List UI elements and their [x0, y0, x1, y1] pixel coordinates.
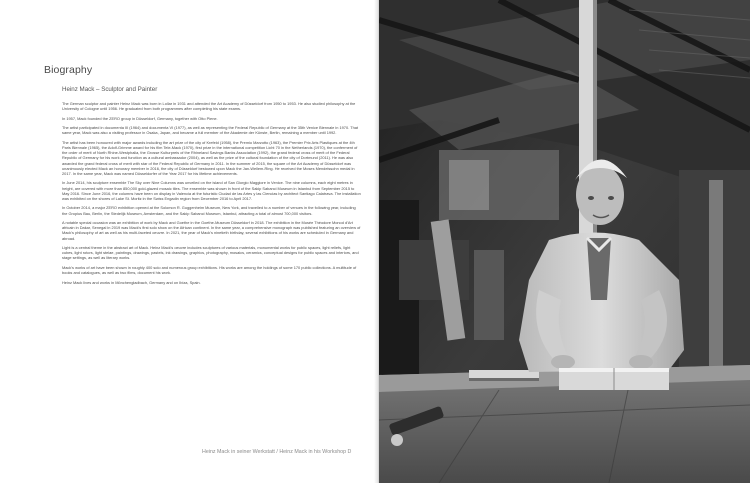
biography-body — [62, 101, 362, 289]
photo-caption: Heinz Mack in seiner Werkstatt / Heinz Mack in his Workshop D — [202, 449, 352, 455]
bio-paragraph: Heinz Mack lives and works in Mönchengladbach, Germany and on Ibiza, Spain. — [62, 279, 201, 285]
biography-heading: Biography — [44, 64, 93, 76]
bio-paragraph: The German sculptor and painter Heinz Mack was born in Lollar in 1931 and attended the Art Academy of Düsseldorf from 1950 to 1953. He also studied philosophy at the University of Cologne until 1956. He graduated from both programmes after completing his state exams. — [62, 101, 356, 112]
bio-paragraph: Mack's works of art have been shown in roughly 400 solo and numerous group exhibitions. His works are among the holdings of some 170 public collections. A multitude of books and catalogues, as well as two films, document his work. — [62, 265, 357, 276]
bio-paragraph: In June 2014, his sculpture ensemble The Sky over Nine Columns was unveiled on the island of San Giorgio Maggiore in Venice. The nine columns, each eight metres in height, are covered with more than 850,000 gold-glazed mosaic tiles. The ensemble was shown in front of the Sakip Sabanci Museum in Istanbul from September 2015 to May 2016. Since June 2016, the columns have been on display in Valencia at the futuristic Ciudad de las Artes y las Ciencias by architect Santiago Calatrava. The installation was exhibited on the shores of Lake St. Moritz in the Swiss Engadin region from December 2016 to April 2017. — [62, 180, 361, 201]
bio-paragraph: The artist participated in documenta III (1964) and documenta VI (1977), as well as representing the Federal Republic of Germany at the 35th Venice Biennale in 1970. That same year, Mack was also a visiting professor in Osaka, Japan, and became a full member of the Akademie der Künste, Berlin, remaining a member until 1992. — [62, 125, 359, 136]
workshop-photo — [379, 0, 750, 483]
bio-paragraph: Light is a central theme in the abstract art of Mack. Heinz Mack's oeuvre includes sculptures of various materials, monumental works for public spaces, light reliefs, light cubes, light rotors, light stelae, paintings, drawings, pastels, ink drawings, graphics, photography, mosaics, ceramics, conceptual designs for public spaces and interiors, and stage settings, as well as literary works. — [62, 245, 359, 261]
bio-paragraph: In October 2014, a major ZERO exhibition opened at the Solomon R. Guggenheim Museum, New York, and travelled to a number of venues in the following year, including the Gropius Bau, Berlin, the Stedelijk Museum, Amsterdam, and the Sakip Sabanci Museum, Istanbul, attracting a total of almost 700,000 visitors. — [62, 205, 356, 216]
workshop-photo-illustration — [379, 0, 750, 483]
bio-paragraph: A notable special occasion was an exhibition of work by Mack and Goethe in the Goethe-Museum Düsseldorf in 2018. The exhibition in the Musée Théodore Monod d'Art africain in Dakar, Senegal in 2019 was Mack's first solo show on the African continent. In the same year, a comprehensive monograph was published featuring an overview of Mack's philosophy of art as well as his multi-faceted oeuvre. In 2021, the year of Mack's ninetieth birthday, several exhibitions of his works are scheduled in Germany and abroad. — [62, 220, 361, 241]
bio-paragraph: In 1957, Mack founded the ZERO group in Düsseldorf, Germany, together with Otto Piene. — [62, 115, 218, 121]
bio-paragraph: The artist has been honoured with major awards including the art prize of the city of Krefeld (1958), the Premio Marzotto (1963), the Premier Prix Arts Plastiques at the 4th Paris Biennale (1965), the Adolf-Grimme award for his film Tele-Mack (1970), first prize in the international competition Licht 70 in the Netherlands (1970), the conferment of the order of merit of North Rhine-Westphalia, the Grosse Kulturpreis of the Rhineland Savings Banks Association (1992), the grand federal cross of merit of the Federal Republic of Germany for his work and function as a cultural ambassador (2004), as well as the prize of the cultural foundation of the city of Dortmund (2011). He was also awarded the grand federal cross of merit with star of the Federal Republic of Germany in 2011. In the summer of 2015, the square of the Art Academy of Düsseldorf was unanimously elected Mack an honorary member in 2016, the city of Düsseldorf bestowed upon Mack the Jan-Wellem-Ring. He received the Moses Mendelssohn medal in 2017. In the same year, Mack was named Düsseldorfer of the Year 2017 for his lifetime achievements. — [62, 139, 358, 176]
biography-subtitle: Heinz Mack – Sculptor and Painter — [62, 86, 158, 93]
